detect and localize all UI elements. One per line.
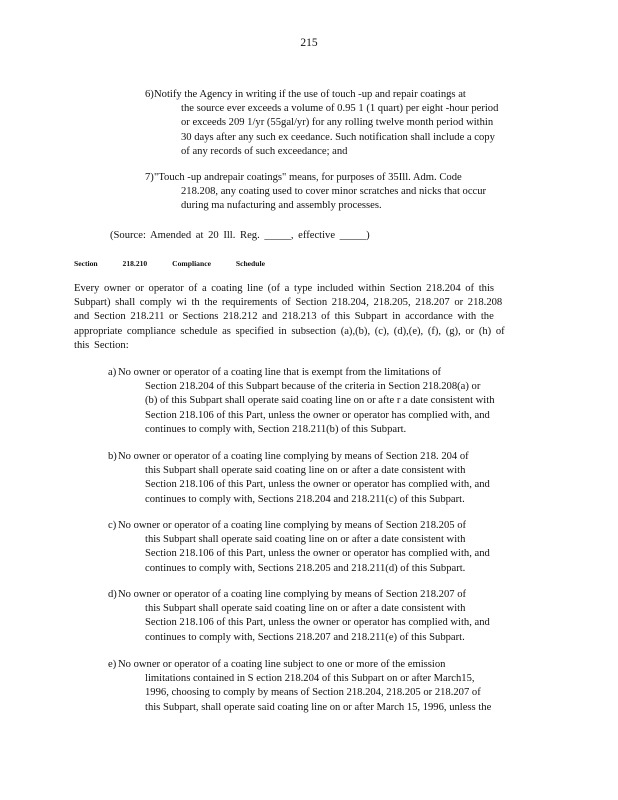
item-line: Section 218.106 of this Part, unless the owner or operator has complied with, and — [145, 409, 490, 421]
item-line: this Subpart shall operate said coating line on or after a date consistent with — [145, 465, 466, 477]
intro-paragraph — [74, 282, 505, 353]
page-number: 215 — [300, 37, 318, 49]
item-line: continues to comply with, Sections 218.205 and 218.211(d) of this Subpart. — [145, 562, 466, 574]
section-title-2: Schedule — [235, 259, 265, 268]
item-line: (b) of this Subpart shall operate said coating line on or afte r a date consistent with — [145, 395, 495, 407]
source-note: (Source: Amended at 20 Ill. Reg. _____, effective _____) — [110, 230, 370, 241]
item-line: continues to comply with, Sections 218.207 and 218.211(e) of this Subpart. — [145, 631, 465, 643]
item-line: No owner or operator of a coating line subject to one or more of the emission — [118, 659, 446, 670]
item-line: "Touch -up andrepair coatings" means, for purposes of 35Ill. Adm. Code — [154, 172, 462, 183]
item-line: 218.208, any coating used to cover minor scratches and nicks that occur — [181, 186, 487, 198]
paragraph-line: Every owner or operator of a coating line (of a type included within Section 218.204 of this — [74, 283, 495, 294]
item-line: this Subpart, shall operate said coating line on or after March 15, 1996, unless the — [145, 701, 492, 713]
list-item-c — [108, 519, 490, 576]
section-number: 218.210 — [122, 259, 148, 268]
item-line: during ma nufacturing and assembly processes. — [181, 200, 382, 212]
item-label: c) — [108, 520, 117, 531]
item-line: Section 218.204 of this Subpart because of the criteria in Section 218.208(a) or — [145, 381, 481, 393]
list-item-e — [108, 658, 491, 715]
item-line: the source ever exceeds a volume of 0.95 1 (1 quart) per eight -hour period — [181, 103, 499, 115]
section-heading — [74, 257, 287, 271]
item-line: continues to comply with, Section 218.211(b) of this Subpart. — [145, 423, 407, 435]
item-label: e) — [108, 659, 117, 670]
item-label: 6) — [145, 89, 154, 100]
item-label: b) — [108, 451, 117, 462]
list-item-6 — [145, 88, 498, 159]
item-line: Section 218.106 of this Part, unless the owner or operator has complied with, and — [145, 548, 490, 560]
list-item-a — [108, 366, 495, 437]
item-line: this Subpart shall operate said coating line on or after a date consistent with — [145, 603, 466, 615]
paragraph-line: this Section: — [74, 339, 129, 351]
item-line: 30 days after any such ex ceedance. Such notification shall include a copy — [181, 131, 495, 143]
item-line: this Subpart shall operate said coating line on or after a date consistent with — [145, 534, 466, 546]
paragraph-line: appropriate compliance schedule as specified in subsection (a),(b), (c), (d),(e), (f), (g), or (h) of — [74, 325, 505, 337]
item-label: d) — [108, 589, 117, 600]
item-line: No owner or operator of a coating line that is exempt from the limitations of — [118, 367, 442, 378]
list-item-7 — [145, 171, 486, 214]
item-line: of any records of such exceedance; and — [181, 145, 348, 157]
item-line: Section 218.106 of this Part, unless the owner or operator has complied with, and — [145, 617, 490, 629]
list-item-b — [108, 450, 490, 507]
paragraph-line: and Section 218.211 or Sections 218.212 and 218.213 of this Subpart in accordance with the — [74, 311, 494, 323]
item-line: No owner or operator of a coating line complying by means of Section 218. 204 of — [118, 451, 469, 462]
section-title-1: Compliance — [172, 259, 211, 268]
item-line: No owner or operator of a coating line complying by means of Section 218.205 of — [118, 520, 467, 531]
item-line: continues to comply with, Sections 218.204 and 218.211(c) of this Subpart. — [145, 493, 465, 505]
item-line: No owner or operator of a coating line complying by means of Section 218.207 of — [118, 589, 467, 600]
list-item-d — [108, 588, 490, 645]
item-line: 1996, choosing to comply by means of Section 218.204, 218.205 or 218.207 of — [145, 687, 481, 699]
item-line: or exceeds 209 1/yr (55gal/yr) for any rolling twelve month period within — [181, 117, 494, 129]
item-line: Notify the Agency in writing if the use of touch -up and repair coatings at — [154, 89, 466, 100]
section-label: Section — [74, 259, 98, 268]
item-line: Section 218.106 of this Part, unless the owner or operator has complied with, and — [145, 479, 490, 491]
item-line: limitations contained in S ection 218.204 of this Subpart on or after March15, — [145, 673, 475, 685]
item-label: a) — [108, 367, 117, 378]
paragraph-line: Subpart) shall comply wi th the requirements of Section 218.204, 218.205, 218.207 or 218.208 — [74, 297, 503, 309]
item-label: 7) — [145, 172, 154, 183]
